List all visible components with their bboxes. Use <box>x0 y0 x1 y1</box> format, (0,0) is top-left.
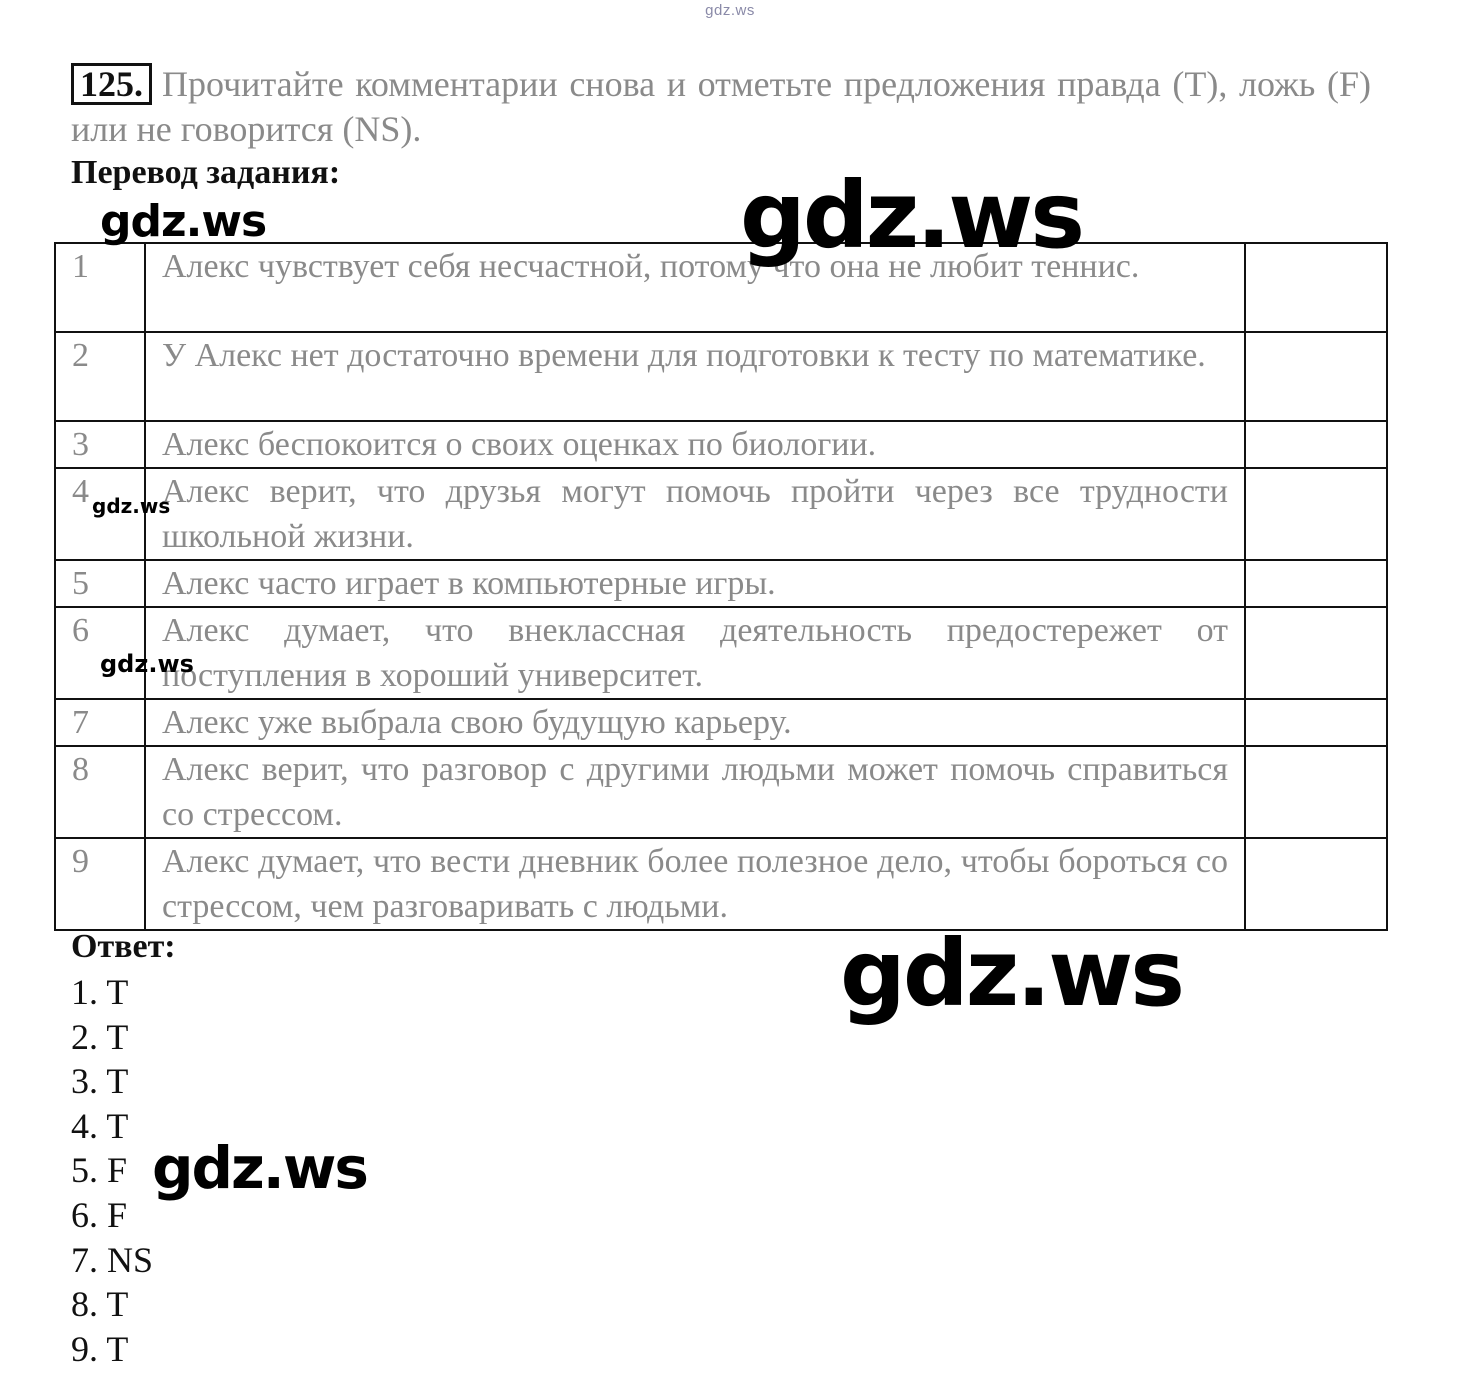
statement-text: У Алекс нет достаточно времени для подготовки к тесту по математике. <box>145 332 1245 421</box>
translation-title: Перевод задания: <box>71 154 341 191</box>
watermark: gdz.ws <box>100 196 267 247</box>
statement-number: 5 <box>55 560 145 607</box>
list-item: 5. F <box>71 1150 128 1191</box>
answer-title: Ответ: <box>71 928 176 965</box>
answer-cell <box>1245 699 1387 746</box>
statement-text: Алекс беспокоится о своих оценках по биологии. <box>145 421 1245 468</box>
statements-table <box>54 242 1388 931</box>
table-row <box>55 243 1387 332</box>
statement-text: Алекс думает, что внеклассная деятельность предостережет от поступления в хороший университет. <box>145 607 1245 699</box>
answer-cell <box>1245 838 1387 930</box>
watermark: gdz.ws <box>740 162 1082 269</box>
statement-text: Алекс верит, что разговор с другими людьми может помочь справиться со стрессом. <box>145 746 1245 838</box>
task-number: 125. <box>71 63 152 105</box>
list-item: 6. F <box>71 1194 128 1235</box>
task-header <box>71 62 1371 152</box>
answer-cell <box>1245 421 1387 468</box>
statement-number: 4 <box>55 468 145 560</box>
watermark: gdz.ws <box>100 650 194 678</box>
table-row <box>55 560 1387 607</box>
statement-number: 2 <box>55 332 145 421</box>
top-watermark: gdz.ws <box>705 2 755 19</box>
table-row <box>55 838 1387 930</box>
answer-list <box>71 970 153 1371</box>
statement-text: Алекс уже выбрала свою будущую карьеру. <box>145 699 1245 746</box>
list-item: 4. T <box>71 1105 129 1146</box>
statement-number: 7 <box>55 699 145 746</box>
watermark: gdz.ws <box>840 920 1182 1027</box>
answer-cell <box>1245 746 1387 838</box>
list-item: 3. T <box>71 1061 129 1102</box>
statement-text: Алекс чувствует себя несчастной, потому что она не любит теннис. <box>145 243 1245 332</box>
statement-number: 1 <box>55 243 145 332</box>
answer-cell <box>1245 332 1387 421</box>
table-row <box>55 421 1387 468</box>
table-row <box>55 468 1387 560</box>
answer-cell <box>1245 560 1387 607</box>
statement-text: Алекс верит, что друзья могут помочь пройти через все трудности школьной жизни. <box>145 468 1245 560</box>
statement-number: 6 <box>55 607 145 699</box>
watermark: gdz.ws <box>152 1134 367 1202</box>
list-item: 2. T <box>71 1016 129 1057</box>
table-row <box>55 607 1387 699</box>
statement-number: 9 <box>55 838 145 930</box>
statement-text: Алекс думает, что вести дневник более полезное дело, чтобы бороться со стрессом, чем разговаривать с людьми. <box>145 838 1245 930</box>
statement-number: 3 <box>55 421 145 468</box>
list-item: 9. T <box>71 1328 129 1369</box>
answer-cell <box>1245 243 1387 332</box>
answer-cell <box>1245 607 1387 699</box>
table-row <box>55 746 1387 838</box>
task-instruction: Прочитайте комментарии снова и отметьте предложения правда (T), ложь (F) или не говорится (NS). <box>71 64 1371 149</box>
watermark: gdz.ws <box>92 494 171 518</box>
list-item: 8. T <box>71 1284 129 1325</box>
table-row <box>55 332 1387 421</box>
answer-cell <box>1245 468 1387 560</box>
statement-text: Алекс часто играет в компьютерные игры. <box>145 560 1245 607</box>
table-row <box>55 699 1387 746</box>
statement-number: 8 <box>55 746 145 838</box>
list-item: 7. NS <box>71 1239 154 1280</box>
list-item: 1. T <box>71 972 129 1012</box>
